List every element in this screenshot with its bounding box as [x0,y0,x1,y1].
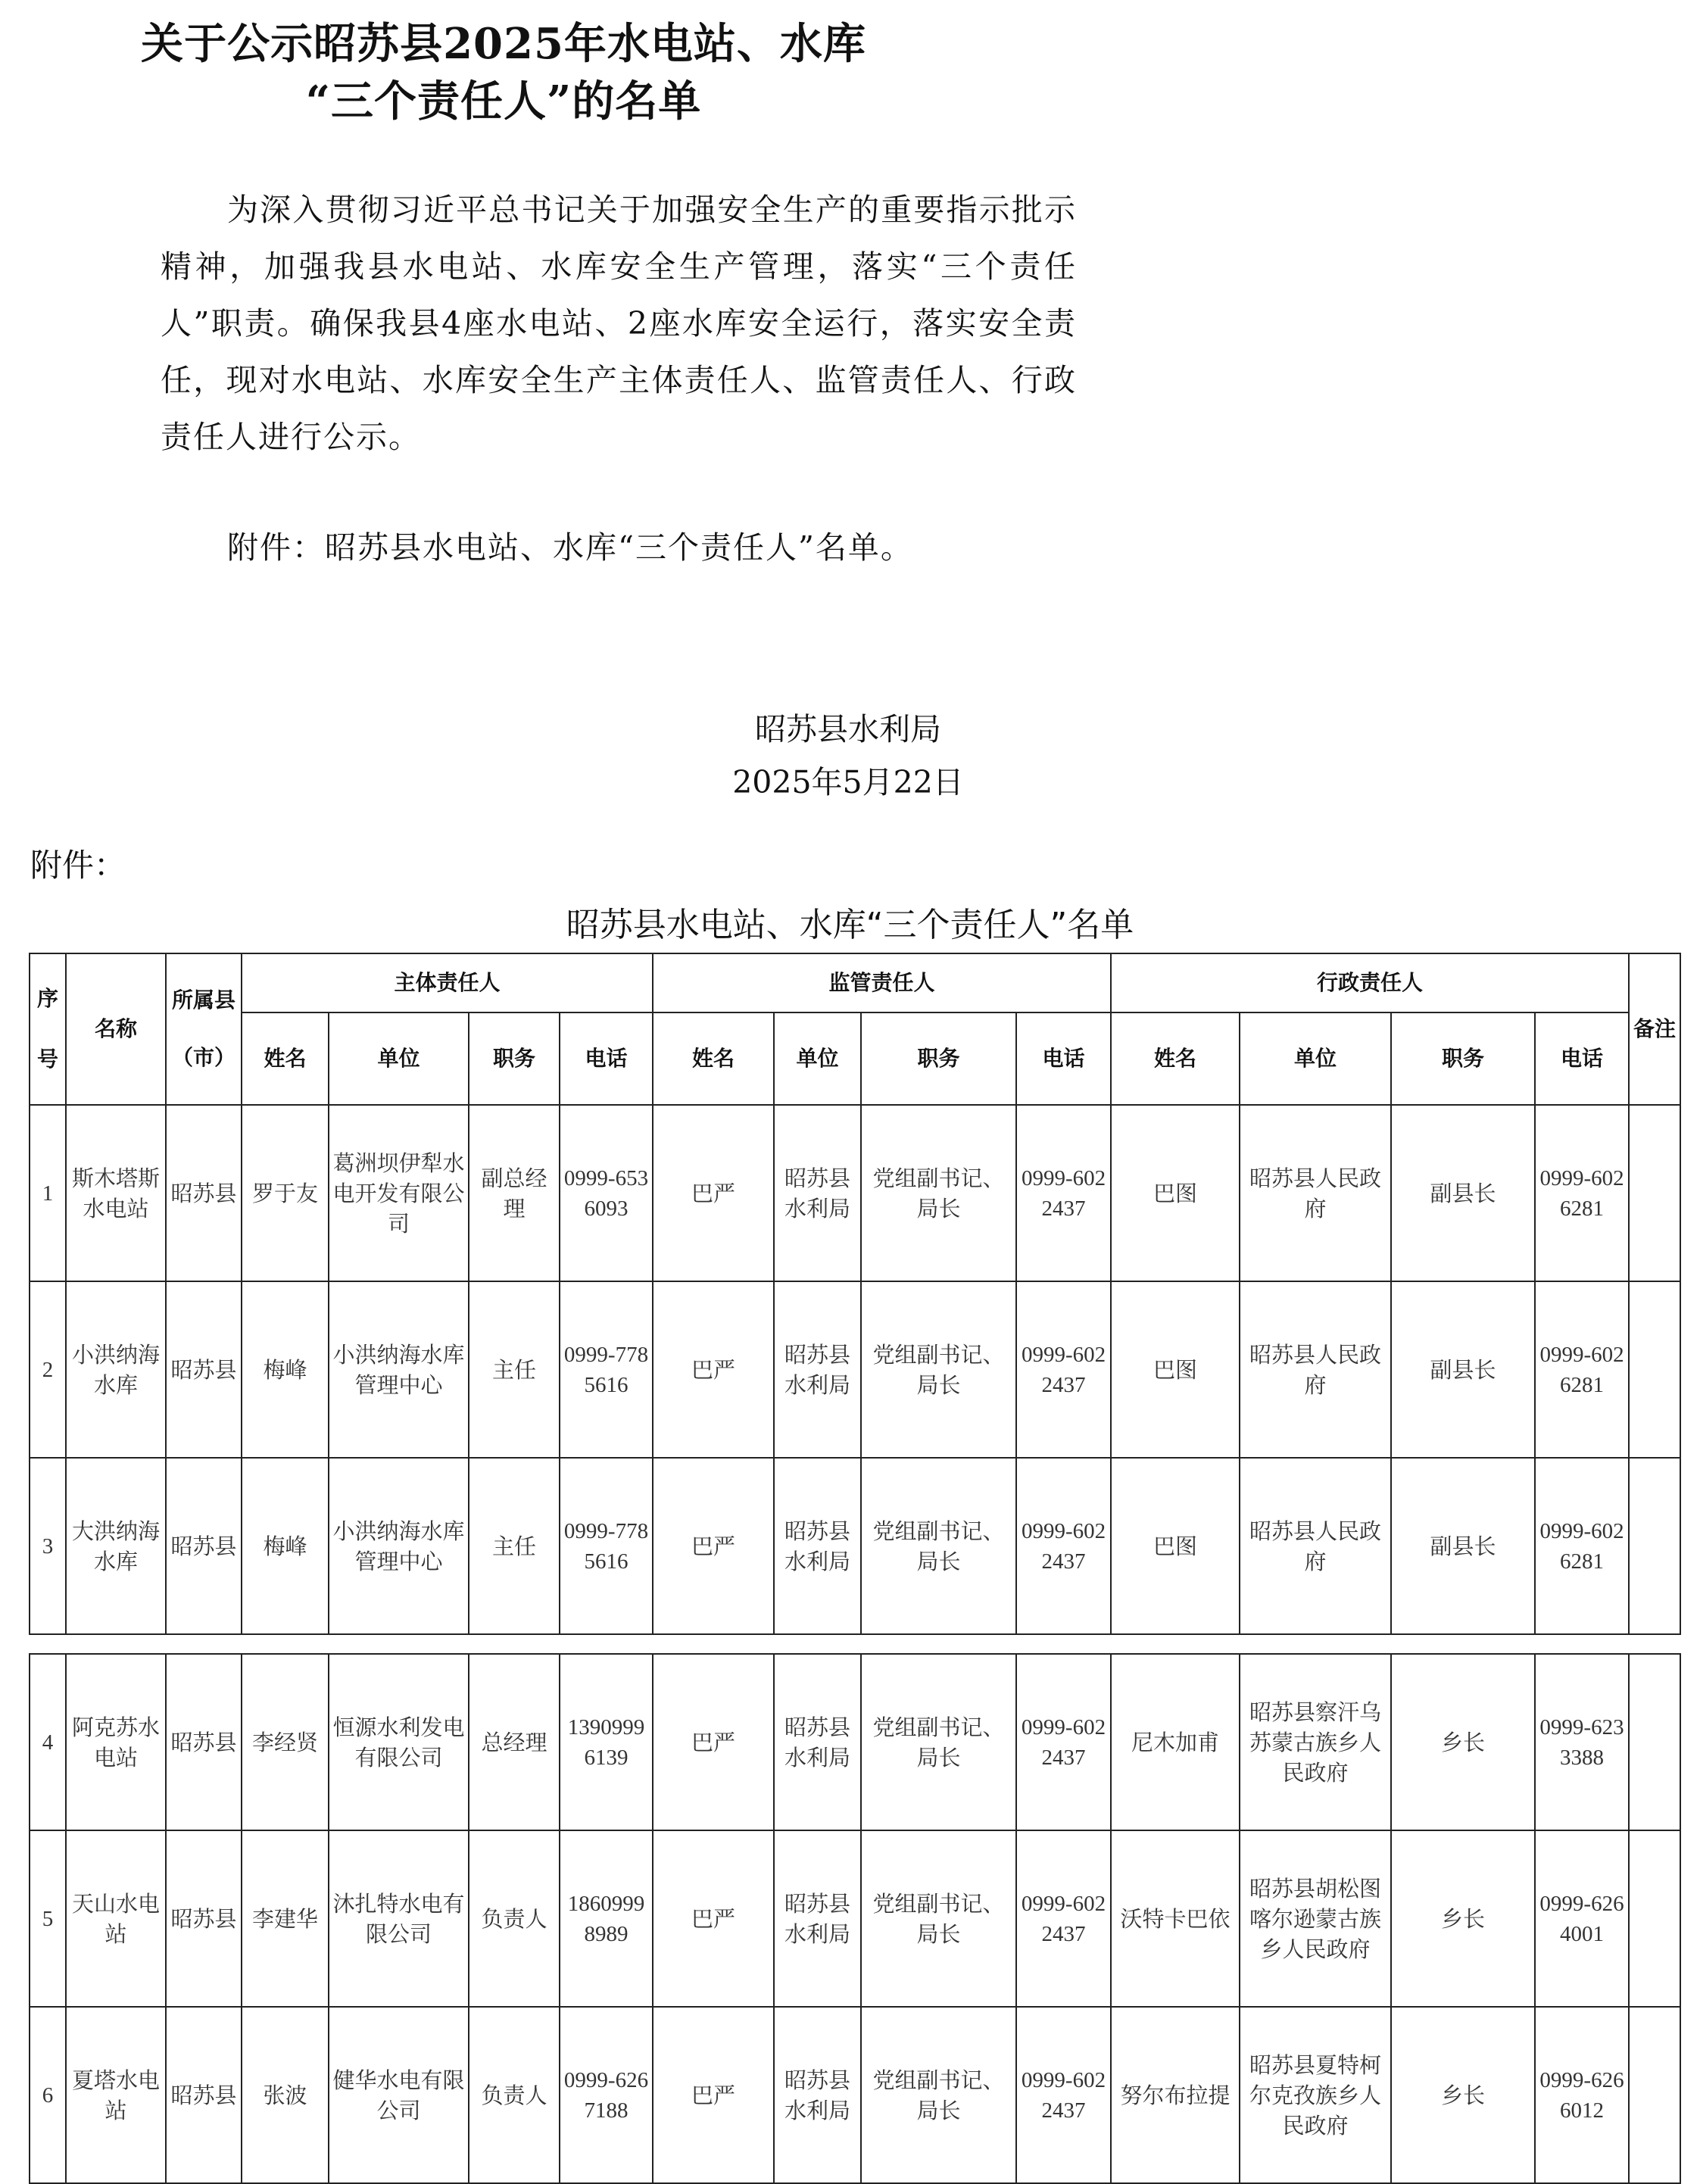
attachment-label: 附件： [30,847,126,884]
responsibility-table-part2 [29,1653,1681,2184]
header-main-phone: 电话 [560,1012,653,1105]
header-supervise-unit: 单位 [774,1012,861,1105]
supervise-phone-cell: 0999-6022437 [1016,1281,1111,1458]
county-cell: 昭苏县 [166,1654,242,1830]
document-title-line2: “三个责任人”的名单 [305,76,702,126]
supervise-name-cell: 巴严 [653,1830,774,2007]
main-phone-cell: 0999-7785616 [560,1281,653,1458]
name-cell: 大洪纳海水库 [66,1458,166,1634]
main-position-cell: 主任 [469,1281,560,1458]
table-row [30,2007,1680,2183]
seq-cell: 5 [30,1830,66,2007]
admin-unit-cell: 昭苏县人民政府 [1240,1458,1391,1634]
supervise-name-cell: 巴严 [653,1105,774,1281]
header-main-unit: 单位 [329,1012,469,1105]
supervise-position-cell: 党组副书记、局长 [861,1830,1016,2007]
admin-unit-cell: 昭苏县胡松图喀尔逊蒙古族乡人民政府 [1240,1830,1391,2007]
admin-position-cell: 副县长 [1391,1105,1535,1281]
supervise-phone-cell: 0999-6022437 [1016,1105,1111,1281]
county-cell: 昭苏县 [166,1458,242,1634]
supervise-unit-cell: 昭苏县水利局 [774,1105,861,1281]
intro-paragraph: 为深入贯彻习近平总书记关于加强安全生产的重要指示批示精神，加强我县水电站、水库安全生产管理，落实“三个责任人”职责。确保我县4座水电站、2座水库安全运行，落实安全责任，现对水电站、水库安全生产主体责任人、监管责任人、行政责任人进行公示。 [161,192,1077,455]
header-supervise-responsible: 监管责任人 [653,953,1111,1012]
supervise-unit-cell: 昭苏县水利局 [774,1654,861,1830]
admin-phone-cell: 0999-6026281 [1535,1105,1629,1281]
admin-unit-cell: 昭苏县人民政府 [1240,1281,1391,1458]
admin-name-cell: 努尔布拉提 [1111,2007,1240,2183]
admin-name-cell: 巴图 [1111,1458,1240,1634]
admin-phone-cell: 0999-6266012 [1535,2007,1629,2183]
remark-cell [1629,1458,1680,1634]
remark-cell [1629,1105,1680,1281]
supervise-phone-cell: 0999-6022437 [1016,1654,1111,1830]
seq-cell: 4 [30,1654,66,1830]
admin-unit-cell: 昭苏县察汗乌苏蒙古族乡人民政府 [1240,1654,1391,1830]
remark-cell [1629,1281,1680,1458]
main-phone-cell: 18609998989 [560,1830,653,2007]
supervise-unit-cell: 昭苏县水利局 [774,2007,861,2183]
header-main-responsible: 主体责任人 [242,953,653,1012]
supervise-unit-cell: 昭苏县水利局 [774,1281,861,1458]
county-cell: 昭苏县 [166,2007,242,2183]
admin-name-cell: 巴图 [1111,1281,1240,1458]
name-cell: 天山水电站 [66,1830,166,2007]
header-admin-unit: 单位 [1240,1012,1391,1105]
header-seq-b: 号 [36,1047,58,1072]
remark-cell [1629,2007,1680,2183]
main-name-cell: 张波 [242,2007,329,2183]
admin-unit-cell: 昭苏县夏特柯尔克孜族乡人民政府 [1240,2007,1391,2183]
seq-cell: 1 [30,1105,66,1281]
main-name-cell: 罗于友 [242,1105,329,1281]
supervise-name-cell: 巴严 [653,1654,774,1830]
main-phone-cell: 13909996139 [560,1654,653,1830]
table-row [30,1458,1680,1634]
admin-position-cell: 副县长 [1391,1281,1535,1458]
header-admin-name: 姓名 [1111,1012,1240,1105]
name-cell: 夏塔水电站 [66,2007,166,2183]
supervise-position-cell: 党组副书记、局长 [861,1654,1016,1830]
header-main-position: 职务 [469,1012,560,1105]
main-position-cell: 总经理 [469,1654,560,1830]
name-cell: 小洪纳海水库 [66,1281,166,1458]
main-name-cell: 梅峰 [242,1458,329,1634]
admin-phone-cell: 0999-6264001 [1535,1830,1629,2007]
county-cell: 昭苏县 [166,1830,242,2007]
header-admin-responsible: 行政责任人 [1111,953,1629,1012]
main-position-cell: 副总经理 [469,1105,560,1281]
main-name-cell: 李建华 [242,1830,329,2007]
header-seq-a: 序 [36,986,58,1011]
admin-name-cell: 沃特卡巴依 [1111,1830,1240,2007]
supervise-phone-cell: 0999-6022437 [1016,1458,1111,1634]
main-name-cell: 李经贤 [242,1654,329,1830]
main-unit-cell: 健华水电有限公司 [329,2007,469,2183]
seq-cell: 3 [30,1458,66,1634]
main-unit-cell: 恒源水利发电有限公司 [329,1654,469,1830]
table-title: 昭苏县水电站、水库“三个责任人”名单 [566,906,1134,944]
admin-position-cell: 乡长 [1391,1830,1535,2007]
main-position-cell: 负责人 [469,2007,560,2183]
main-position-cell: 负责人 [469,1830,560,2007]
supervise-phone-cell: 0999-6022437 [1016,2007,1111,2183]
main-unit-cell: 葛洲坝伊犁水电开发有限公司 [329,1105,469,1281]
supervise-position-cell: 党组副书记、局长 [861,2007,1016,2183]
header-name: 名称 [66,953,166,1105]
admin-name-cell: 尼木加甫 [1111,1654,1240,1830]
table-row [30,1830,1680,2007]
admin-unit-cell: 昭苏县人民政府 [1240,1105,1391,1281]
table-row [30,1281,1680,1458]
admin-phone-cell: 0999-6233388 [1535,1654,1629,1830]
remark-cell [1629,1830,1680,2007]
county-cell: 昭苏县 [166,1281,242,1458]
header-county-a: 所属县 [171,987,236,1012]
name-cell: 阿克苏水电站 [66,1654,166,1830]
name-cell: 斯木塔斯水电站 [66,1105,166,1281]
admin-position-cell: 乡长 [1391,1654,1535,1830]
issuer: 昭苏县水利局 [755,711,941,747]
header-supervise-name: 姓名 [653,1012,774,1105]
admin-position-cell: 乡长 [1391,2007,1535,2183]
supervise-position-cell: 党组副书记、局长 [861,1281,1016,1458]
supervise-position-cell: 党组副书记、局长 [861,1105,1016,1281]
supervise-phone-cell: 0999-6022437 [1016,1830,1111,2007]
header-admin-position: 职务 [1391,1012,1535,1105]
seq-cell: 6 [30,2007,66,2183]
supervise-unit-cell: 昭苏县水利局 [774,1830,861,2007]
issue-date: 2025年5月22日 [732,764,964,800]
main-phone-cell: 0999-6536093 [560,1105,653,1281]
header-main-name: 姓名 [242,1012,329,1105]
main-name-cell: 梅峰 [242,1281,329,1458]
header-county [166,953,242,1105]
table-row [30,1654,1680,1830]
main-phone-cell: 0999-6267188 [560,2007,653,2183]
header-supervise-position: 职务 [861,1012,1016,1105]
header-county-b: （市） [171,1045,236,1070]
header-admin-phone: 电话 [1535,1012,1629,1105]
remark-cell [1629,1654,1680,1830]
admin-position-cell: 副县长 [1391,1458,1535,1634]
header-seq [30,953,66,1105]
main-unit-cell: 小洪纳海水库管理中心 [329,1458,469,1634]
supervise-name-cell: 巴严 [653,1458,774,1634]
supervise-unit-cell: 昭苏县水利局 [774,1458,861,1634]
header-supervise-phone: 电话 [1016,1012,1111,1105]
main-unit-cell: 小洪纳海水库管理中心 [329,1281,469,1458]
county-cell: 昭苏县 [166,1105,242,1281]
document-title-line1: 关于公示昭苏县2025年水电站、水库 [141,19,866,69]
main-phone-cell: 0999-7785616 [560,1458,653,1634]
seq-cell: 2 [30,1281,66,1458]
main-unit-cell: 沐扎特水电有限公司 [329,1830,469,2007]
supervise-name-cell: 巴严 [653,2007,774,2183]
responsibility-table-part1 [29,953,1681,1635]
supervise-name-cell: 巴严 [653,1281,774,1458]
admin-phone-cell: 0999-6026281 [1535,1281,1629,1458]
supervise-position-cell: 党组副书记、局长 [861,1458,1016,1634]
table-row [30,1105,1680,1281]
attachment-note: 附件：昭苏县水电站、水库“三个责任人”名单。 [227,529,913,566]
admin-phone-cell: 0999-6026281 [1535,1458,1629,1634]
header-remark: 备注 [1629,953,1680,1105]
admin-name-cell: 巴图 [1111,1105,1240,1281]
main-position-cell: 主任 [469,1458,560,1634]
